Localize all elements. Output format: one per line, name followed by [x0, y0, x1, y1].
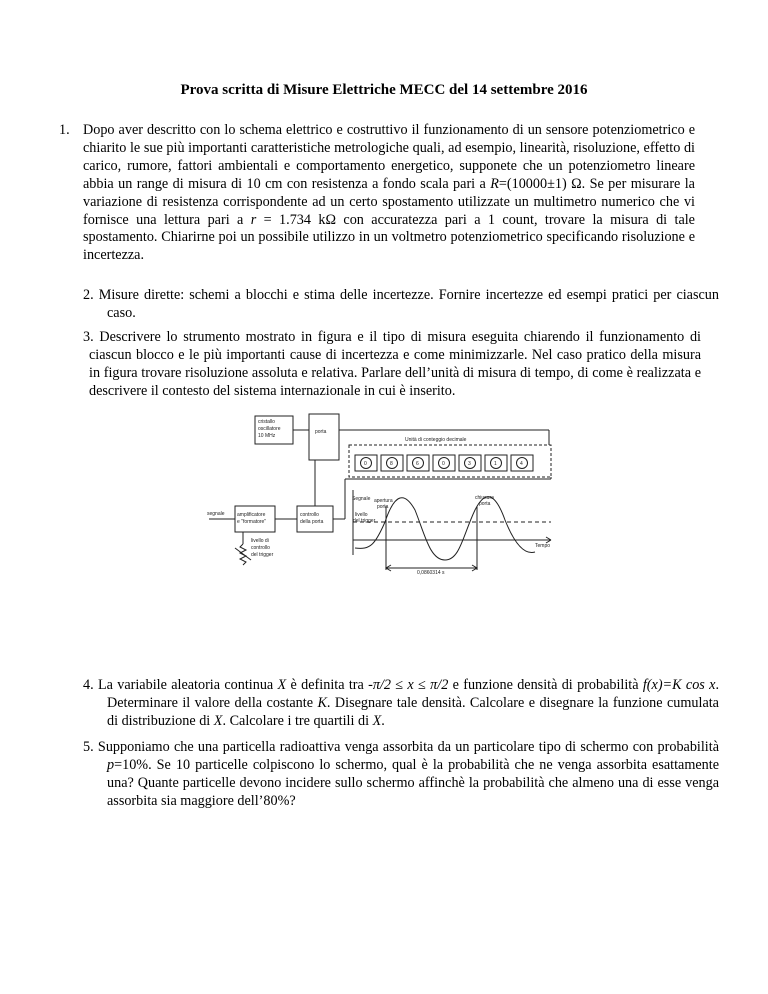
variable-K: K	[317, 694, 327, 711]
question-4-text-d: . Determinare il valore della costante	[107, 677, 719, 711]
question-1-text-a: Dopo aver descritto con lo schema elettrico e costruttivo il funzionamento di un sensore potenziometrico e chiarito le sue più importanti caratteristiche metrologiche quali, ad esempio, linearità, risoluzione, effetto di carico, rumore, fattori ambientali e comportamento energetico, supponete che un potenziometro lineare abbia un range di misura di 10 cm con resistenza a fondo scala pari a	[83, 122, 695, 192]
variable-p: p	[107, 756, 115, 773]
digit: 8	[390, 461, 393, 467]
interval-label: 0,0860314 s	[417, 570, 445, 576]
variable-R: R	[490, 175, 499, 192]
question-4-text-a: 4. La variabile aleatoria continua	[83, 677, 278, 693]
digit: 1	[494, 461, 497, 467]
question-1-text-b: =(10000±1) Ω. Se per misurare la variazione di resistenza corrispondente ad un certo spostamento utilizzate un multimetro numerico che vi fornisce una lettura pari a	[83, 175, 695, 228]
gate-block	[309, 414, 339, 460]
amp-label-2: e "formatore"	[237, 519, 267, 525]
range-expression: -π/2 ≤ x ≤ π/2	[368, 677, 449, 693]
close-gate-label-2: porta	[479, 501, 491, 507]
trigger-label-1: livello di	[251, 538, 269, 544]
question-3	[83, 329, 701, 401]
variable-r: r	[250, 211, 257, 228]
question-3-text: 3. Descrivere lo strumento mostrato in figura e il tipo di misura eseguita chiarendo il funzionamento di ciascun blocco e le più importanti cause di incertezza e come minimizzarle. Nel caso pratico della misura in figura trovare risoluzione assoluta e relativa. Parlare dell’unità di misura di tempo, di come è realizzata e descrivere il contesto del sistema internazionale in cui è inserito.	[83, 329, 701, 399]
trigger-level-label-1: livello	[355, 512, 368, 518]
question-4	[83, 677, 719, 731]
density-expression: f(x)=K cos x	[642, 677, 716, 693]
question-4-text-g: . Calcolare i tre quartili di	[222, 712, 373, 729]
counter-title: Unità di conteggio decimale	[405, 437, 467, 443]
osc-label-2: oscillatore	[258, 426, 281, 432]
question-1	[59, 122, 695, 265]
osc-label-1: cristallo	[258, 419, 275, 425]
open-gate-label-1: apertura	[374, 498, 393, 504]
question-5	[83, 739, 719, 811]
open-gate-label-2: porta	[377, 504, 389, 510]
question-4-text-e: . Disegnare tale densità. Calcolare e disegnare la funzione cumulata di distribuzione di	[107, 694, 719, 729]
page-title: Prova scritta di Misure Elettriche MECC del 14 settembre 2016	[180, 82, 588, 98]
digit: 0	[364, 461, 367, 467]
variable-X: X	[372, 712, 382, 729]
gate-label: porta	[315, 429, 327, 435]
variable-X: X	[213, 712, 223, 729]
question-2	[83, 287, 719, 323]
signal-input-label: segnale	[207, 511, 225, 517]
digit: 6	[416, 461, 419, 467]
question-5-text-b: =10%. Se 10 particelle colpiscono lo schermo, qual è la probabilità che ne venga assorbita esattamente una? Quante particelle devono incidere sullo schermo affinchè la probabilità che almeno una di esse venga assorbita sia maggiore dell’80%?	[107, 756, 719, 809]
ctrl-label-1: controllo	[300, 512, 319, 518]
question-4-text-c: e funzione densità di probabilità	[448, 677, 643, 693]
close-gate-label-1: chiusura	[475, 495, 494, 501]
digit: 4	[520, 461, 523, 467]
digit: 0	[442, 461, 445, 467]
trigger-label-3: del trigger	[251, 552, 274, 558]
wave-signal-label: Segnale	[352, 496, 371, 502]
question-1-text-c: = 1.734 kΩ con accuratezza pari a 1 count, trovare la misura di tale spostamento. Chiarirne poi un possibile utilizzo in un voltmetro potenziometrico specificando risoluzione e incertezza.	[83, 211, 695, 264]
digit: 3	[468, 461, 471, 467]
ctrl-label-2: della porta	[300, 519, 324, 525]
frequency-counter-figure	[205, 410, 560, 585]
question-5-text-a: 5. Supponiamo che una particella radioattiva venga assorbita da un particolare tipo di schermo con probabilità	[83, 739, 719, 755]
time-axis-label: Tempo	[535, 543, 551, 549]
variable-X: X	[277, 677, 287, 693]
osc-label-3: 10 MHz	[258, 433, 276, 439]
question-4-text-b: è definita tra	[286, 677, 369, 693]
trigger-level-label-2: del trigger	[353, 518, 376, 524]
question-2-text: 2. Misure dirette: schemi a blocchi e stima delle incertezze. Fornire incertezze ed esempi pratici per ciascun caso.	[83, 287, 719, 321]
question-4-text-h: .	[381, 712, 385, 729]
amp-label-1: amplificatore	[237, 512, 266, 518]
trigger-label-2: controllo	[251, 545, 270, 551]
question-1-number: 1.	[59, 122, 70, 138]
